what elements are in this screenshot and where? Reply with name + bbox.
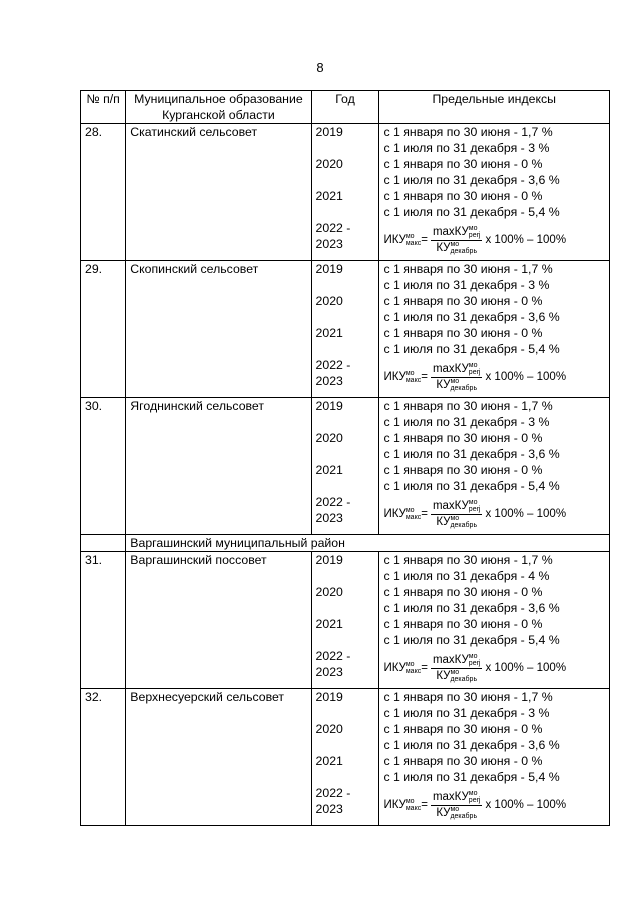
formula-fraction: maxКУ мо perj КУ мо декабрь — [432, 499, 481, 529]
formula-fraction: maxКУ мо perj КУ мо декабрь — [432, 362, 481, 392]
limits-cell — [379, 124, 610, 261]
formula-lhs-scripts: мо макс — [405, 798, 422, 812]
formula-eq: = — [421, 371, 428, 383]
header-year: Год — [311, 91, 379, 124]
year: 2019 — [315, 125, 343, 139]
limits-cell — [379, 689, 610, 826]
year: 2022 - 2023 — [315, 649, 351, 679]
limit-line: с 1 января по 30 июня - 0 % — [383, 294, 543, 308]
year-cell — [311, 124, 379, 261]
formula-lhs: ИКУ — [383, 234, 406, 246]
formula-rest: х 100% – 100% — [485, 508, 567, 520]
limit-line: с 1 января по 30 июня - 0 % — [383, 157, 543, 171]
limits-cell — [379, 552, 610, 689]
year: 2021 — [315, 189, 343, 203]
header-num: № п/п — [81, 91, 126, 124]
limits-table — [80, 90, 610, 826]
limit-line: с 1 июля по 31 декабря - 3,6 % — [383, 310, 560, 324]
formula-fraction: maxКУ мо perj КУ мо декабрь — [432, 790, 481, 820]
table-row — [81, 535, 610, 552]
formula-eq: = — [421, 508, 428, 520]
limit-line: с 1 июля по 31 декабря - 3 % — [383, 278, 550, 292]
formula-lhs: ИКУ — [383, 662, 406, 674]
formula-lhs: ИКУ — [383, 508, 406, 520]
header-indices: Предельные индексы — [379, 91, 610, 124]
year-cell — [311, 398, 379, 535]
year: 2020 — [315, 585, 343, 599]
district-num-cell — [81, 535, 126, 552]
limit-line: с 1 января по 30 июня - 0 % — [383, 617, 543, 631]
year: 2019 — [315, 553, 343, 567]
year-cell — [311, 552, 379, 689]
year-cell — [311, 689, 379, 826]
formula — [383, 785, 605, 825]
row-num: 30. — [81, 398, 126, 535]
limit-line: с 1 января по 30 июня - 0 % — [383, 189, 543, 203]
table-row — [81, 398, 610, 535]
year: 2022 - 2023 — [315, 786, 351, 816]
limit-line: с 1 января по 30 июня - 0 % — [383, 722, 543, 736]
limit-line: с 1 июля по 31 декабря - 3,6 % — [383, 173, 560, 187]
municipality-name: Варгашинский поссовет — [126, 552, 311, 689]
limit-line: с 1 июля по 31 декабря - 3 % — [383, 706, 550, 720]
limit-line: с 1 июля по 31 декабря - 3,6 % — [383, 601, 560, 615]
limit-line: с 1 июля по 31 декабря - 3,6 % — [383, 447, 560, 461]
formula-lhs-scripts: мо макс — [405, 370, 422, 384]
formula-lhs: ИКУ — [383, 371, 406, 383]
limit-line: с 1 января по 30 июня - 0 % — [383, 431, 543, 445]
formula-rest: х 100% – 100% — [485, 799, 567, 811]
table-row — [81, 552, 610, 689]
limit-line: с 1 июля по 31 декабря - 5,4 % — [383, 479, 560, 493]
row-num: 32. — [81, 689, 126, 826]
year: 2020 — [315, 294, 343, 308]
formula-fraction: maxКУ мо perj КУ мо декабрь — [432, 653, 481, 683]
table-header-row — [81, 91, 610, 124]
limit-line: с 1 июля по 31 декабря - 4 % — [383, 569, 550, 583]
header-municipality: Муниципальное образование Курганской области — [126, 91, 311, 124]
formula-rest: х 100% – 100% — [485, 662, 567, 674]
year: 2022 - 2023 — [315, 495, 351, 525]
formula — [383, 220, 605, 260]
table-row — [81, 261, 610, 398]
year: 2020 — [315, 157, 343, 171]
formula-lhs-scripts: мо макс — [405, 661, 422, 675]
formula-eq: = — [421, 799, 428, 811]
limit-line: с 1 июля по 31 декабря - 5,4 % — [383, 633, 560, 647]
year: 2021 — [315, 617, 343, 631]
formula — [383, 494, 605, 534]
municipality-name: Скатинский сельсовет — [126, 124, 311, 261]
year: 2022 - 2023 — [315, 358, 351, 388]
limit-line: с 1 января по 30 июня - 1,7 % — [383, 553, 553, 567]
formula-lhs-scripts: мо макс — [405, 233, 422, 247]
formula-rest: х 100% – 100% — [485, 371, 567, 383]
year: 2021 — [315, 463, 343, 477]
year: 2021 — [315, 754, 343, 768]
municipality-name: Ягоднинский сельсовет — [126, 398, 311, 535]
municipality-name: Верхнесуерский сельсовет — [126, 689, 311, 826]
formula-lhs: ИКУ — [383, 799, 406, 811]
year: 2022 - 2023 — [315, 221, 351, 251]
district-name: Варгашинский муниципальный район — [126, 535, 610, 552]
page-number: 8 — [316, 60, 324, 75]
limit-line: с 1 января по 30 июня - 1,7 % — [383, 262, 553, 276]
limit-line: с 1 января по 30 июня - 1,7 % — [383, 399, 553, 413]
limit-line: с 1 января по 30 июня - 0 % — [383, 463, 543, 477]
limit-line: с 1 июля по 31 декабря - 3 % — [383, 141, 550, 155]
formula-fraction: maxКУ мо perj КУ мо декабрь — [432, 225, 481, 255]
row-num: 28. — [81, 124, 126, 261]
limit-line: с 1 июля по 31 декабря - 5,4 % — [383, 342, 560, 356]
limit-line: с 1 января по 30 июня - 0 % — [383, 585, 543, 599]
year: 2021 — [315, 326, 343, 340]
formula — [383, 648, 605, 688]
formula-rest: х 100% – 100% — [485, 234, 567, 246]
row-num: 29. — [81, 261, 126, 398]
year: 2020 — [315, 722, 343, 736]
formula-lhs-scripts: мо макс — [405, 507, 422, 521]
formula — [383, 357, 605, 397]
formula-eq: = — [421, 234, 428, 246]
limit-line: с 1 июля по 31 декабря - 3,6 % — [383, 738, 560, 752]
year: 2019 — [315, 399, 343, 413]
limit-line: с 1 января по 30 июня - 1,7 % — [383, 125, 553, 139]
limit-line: с 1 января по 30 июня - 0 % — [383, 326, 543, 340]
limits-cell — [379, 261, 610, 398]
year: 2019 — [315, 262, 343, 276]
limit-line: с 1 июля по 31 декабря - 3 % — [383, 415, 550, 429]
formula-eq: = — [421, 662, 428, 674]
limit-line: с 1 июля по 31 декабря - 5,4 % — [383, 205, 560, 219]
limits-cell — [379, 398, 610, 535]
limit-line: с 1 июля по 31 декабря - 5,4 % — [383, 770, 560, 784]
limit-line: с 1 января по 30 июня - 1,7 % — [383, 690, 553, 704]
row-num: 31. — [81, 552, 126, 689]
table-row — [81, 124, 610, 261]
year-cell — [311, 261, 379, 398]
year: 2019 — [315, 690, 343, 704]
table-row — [81, 689, 610, 826]
limit-line: с 1 января по 30 июня - 0 % — [383, 754, 543, 768]
municipality-name: Скопинский сельсовет — [126, 261, 311, 398]
year: 2020 — [315, 431, 343, 445]
